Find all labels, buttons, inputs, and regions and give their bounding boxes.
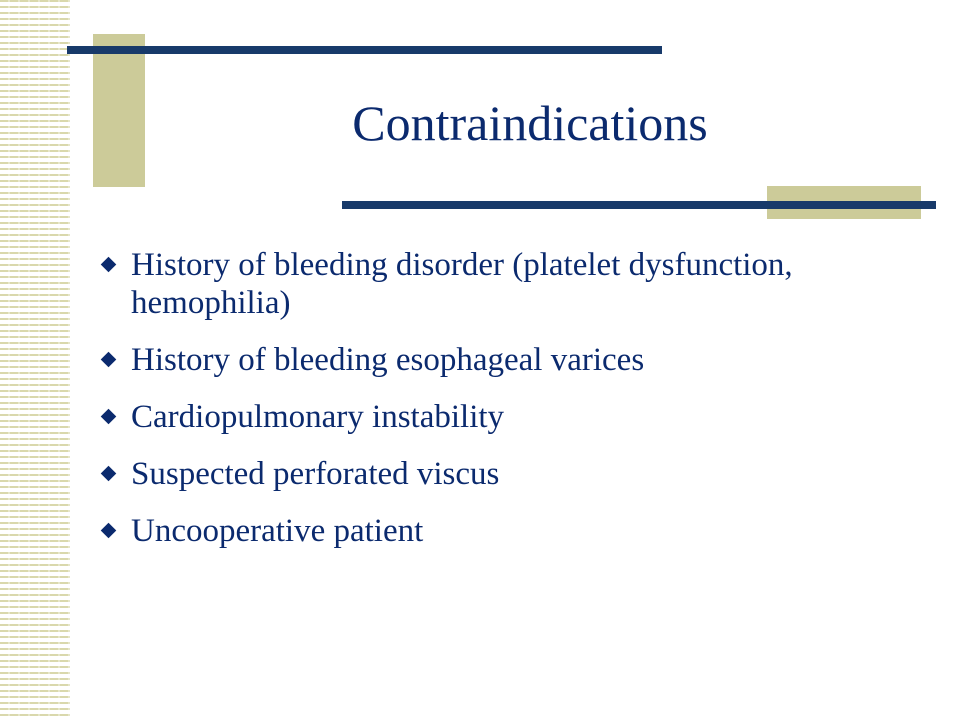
decorative-block-top-left [93, 34, 145, 187]
bullet-text: History of bleeding esophageal varices [131, 342, 645, 378]
diamond-bullet-icon [101, 409, 117, 425]
bullet-item [100, 341, 890, 379]
diamond-bullet-icon [101, 352, 117, 368]
bullet-item [100, 455, 890, 493]
diamond-bullet-icon [101, 466, 117, 482]
bullet-item [100, 398, 890, 436]
striped-left-margin [0, 0, 70, 720]
slide-title: Contraindications [352, 95, 708, 151]
bullet-text: Suspected perforated viscus [131, 456, 500, 492]
decorative-line-under-title [342, 201, 936, 209]
bullet-item [100, 512, 890, 550]
bullet-text: Cardiopulmonary instability [131, 399, 505, 435]
bullet-text: History of bleeding disorder (platelet dysfunction, hemophilia) [131, 247, 793, 321]
bullet-list [100, 246, 890, 569]
decorative-line-top [67, 46, 662, 54]
diamond-bullet-icon [101, 257, 117, 273]
diamond-bullet-icon [101, 523, 117, 539]
bullet-item [100, 246, 890, 322]
bullet-text: Uncooperative patient [131, 513, 424, 549]
